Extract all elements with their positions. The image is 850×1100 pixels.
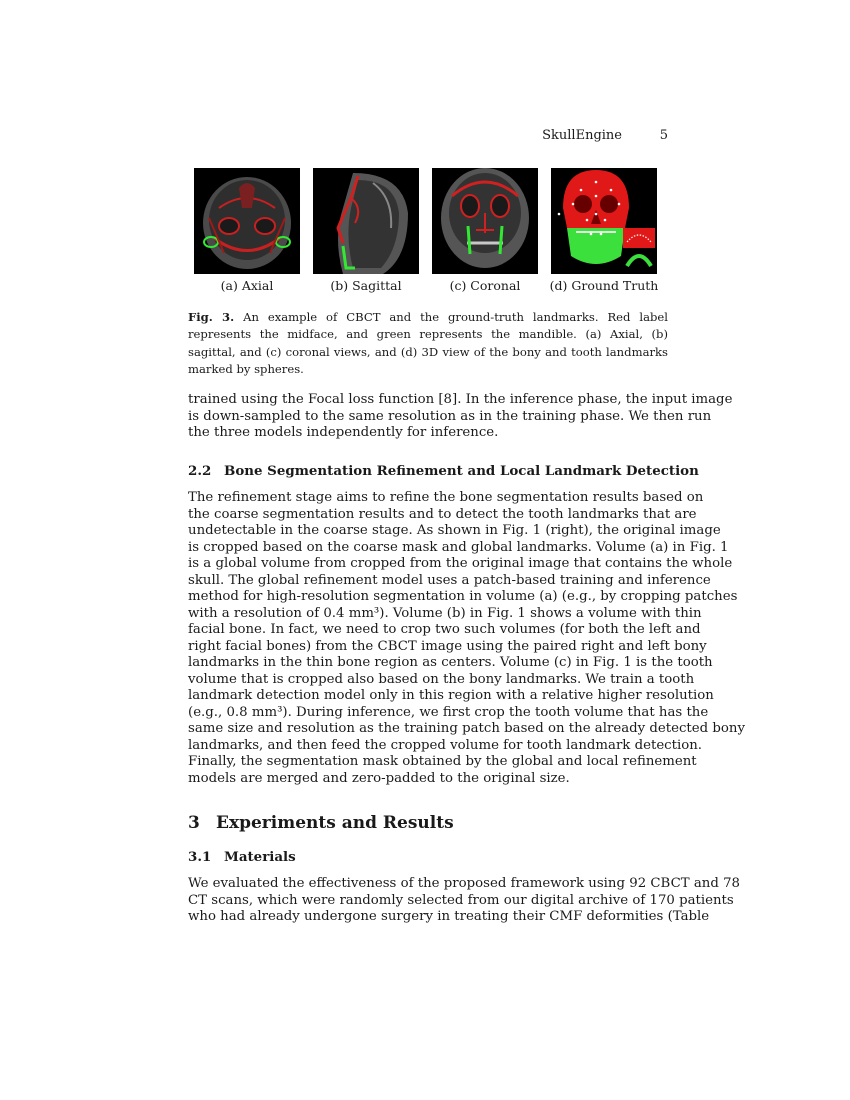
text-line: models are merged and zero-padded to the original size. (188, 770, 570, 786)
text-line: is cropped based on the coarse mask and global landmarks. Volume (a) in Fig. 1 (188, 539, 729, 555)
running-title: SkullEngine (542, 128, 622, 143)
figure-label: Fig. 3. (188, 310, 235, 324)
text-line: the three models independently for inference. (188, 425, 499, 440)
text-line: We evaluated the effectiveness of the proposed framework using 92 CBCT and 78 (188, 876, 740, 891)
text-line: Finally, the segmentation mask obtained by the global and local refinement (188, 754, 697, 769)
text-line: trained using the Focal loss function [8]. In the inference phase, the input image (188, 392, 733, 407)
section-heading-3 (188, 813, 454, 833)
subcaption-axial: (a) Axial (220, 278, 274, 293)
section-number: 3 (188, 813, 200, 833)
text-line: same size and resolution as the training patch based on the already detected bony (188, 721, 745, 736)
figure-panel-coronal (432, 168, 538, 274)
text-line: The refinement stage aims to refine the bone segmentation results based on (188, 490, 704, 505)
figure-caption-text: An example of CBCT and the ground-truth landmarks. Red label represents the midface, and green represents the mandible. (a) Axial, (b) sagittal, and (c) coronal views, and (d) 3D view of the bony and tooth landmarks marked by spheres. (188, 310, 668, 376)
paragraph-materials (188, 876, 740, 926)
text-line: the coarse segmentation results and to detect the tooth landmarks that are (188, 506, 697, 522)
text-line: undetectable in the coarse stage. As shown in Fig. 1 (right), the original image (188, 523, 721, 538)
figure-caption (188, 309, 668, 378)
text-line: landmarks, and then feed the cropped volume for tooth landmark detection. (188, 737, 703, 753)
section-title: Materials (224, 849, 296, 865)
text-line: who had already undergone surgery in treating their CMF deformities (Table (188, 909, 710, 924)
subcaption-coronal: (c) Coronal (449, 278, 521, 293)
section-title: Bone Segmentation Refinement and Local Landmark Detection (224, 463, 699, 479)
figure-panel-sagittal (313, 168, 419, 274)
text-line: is down-sampled to the same resolution as in the training phase. We then run (188, 408, 712, 424)
subcaption-sagittal: (b) Sagittal (330, 278, 402, 293)
page-number: 5 (659, 128, 668, 143)
text-line: CT scans, which were randomly selected from our digital archive of 170 patients (188, 892, 734, 908)
sagittal-ct-image (313, 168, 419, 274)
paragraph-inference (188, 392, 733, 442)
paragraph-refinement (188, 490, 745, 787)
text-line: facial bone. In fact, we need to crop two such volumes (for both the left and (188, 622, 701, 637)
text-line: is a global volume from cropped from the original image that contains the whole (188, 556, 733, 571)
text-line: landmark detection model only in this region with a relative higher resolution (188, 688, 714, 703)
text-line: method for high-resolution segmentation in volume (a) (e.g., by cropping patches (188, 589, 738, 604)
text-line: (e.g., 0.8 mm³). During inference, we first crop the tooth volume that has the (188, 704, 709, 720)
section-heading-2-2 (188, 463, 699, 479)
figure-panel-axial (194, 168, 300, 274)
figure-panel-ground-truth (551, 168, 657, 274)
axial-ct-image (194, 168, 300, 274)
section-title: Experiments and Results (216, 813, 454, 833)
coronal-ct-image (432, 168, 538, 274)
text-line: with a resolution of 0.4 mm³). Volume (b) in Fig. 1 shows a volume with thin (188, 605, 702, 621)
section-number: 2.2 (188, 463, 212, 479)
text-line: landmarks in the thin bone region as centers. Volume (c) in Fig. 1 is the tooth (188, 655, 713, 670)
text-line: right facial bones) from the CBCT image using the paired right and left bony (188, 638, 707, 654)
section-number: 3.1 (188, 849, 212, 865)
skull-3d-rendering (551, 168, 657, 274)
section-heading-3-1 (188, 849, 296, 865)
text-line: skull. The global refinement model uses a patch-based training and inference (188, 572, 711, 588)
subcaption-ground-truth: (d) Ground Truth (549, 278, 659, 293)
text-line: volume that is cropped also based on the bony landmarks. We train a tooth (188, 671, 695, 687)
